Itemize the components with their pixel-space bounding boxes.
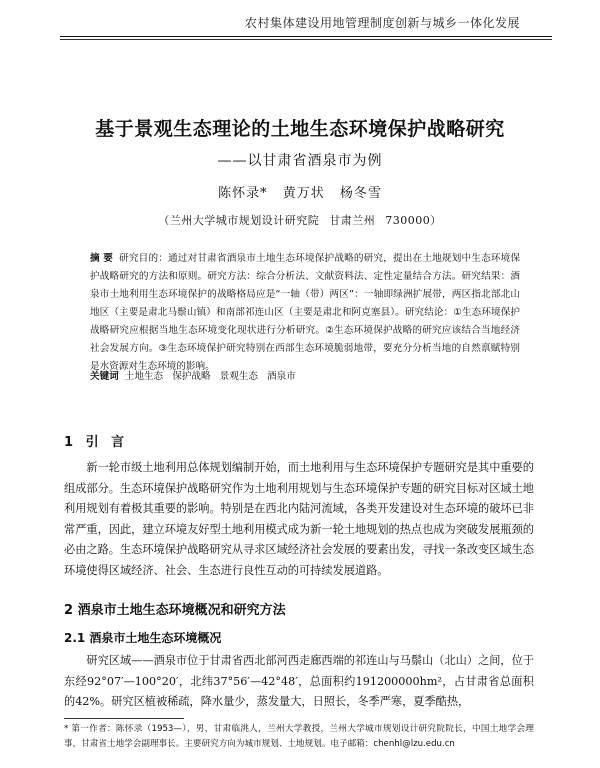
article-title: 基于景观生态理论的土地生态环境保护战略研究	[95, 118, 505, 140]
subsection-2-1-heading: 2.1 酒泉市土地生态环境概况	[64, 631, 222, 645]
article-subtitle: ——以甘肃省酒泉市为例	[217, 153, 383, 169]
section-2-1-paragraph: 研究区域——酒泉市位于甘肃省西北部河西走廊西端的祁连山与马鬃山（北山）之间，位于东经92°07′—100°20′，北纬37°56′—42°48′，总面积约191200000hm²，占甘肃省总面积的42%。研究区植被稀疏，降水量少，蒸发量大，日照长，冬季严寒，夏季酷热，	[64, 654, 534, 708]
abstract-label: 摘 要	[90, 253, 114, 264]
section-2-heading: 2 酒泉市土地生态环境概况和研究方法	[64, 603, 286, 618]
running-header: 农村集体建设用地管理制度创新与城乡一体化发展	[244, 16, 520, 30]
header-rule-thin	[60, 39, 552, 40]
header-rule	[60, 36, 552, 37]
author-list: 陈怀录* 黄万状 杨冬雪	[218, 186, 382, 201]
keywords-label: 关键词	[90, 371, 119, 382]
author-footnote: * 第一作者：陈怀录（1953—），男，甘肃临洮人，兰州大学教授，兰州大学城市规划设计研究院院长，中国土地学会理事，甘肃省土地学会副理事长。主要研究方向为城市规划、土地规划。电子邮箱：chenhl@lzu.edu.cn	[64, 724, 534, 749]
section-1-heading: 1 引 言	[64, 435, 129, 450]
keywords-text: 土地生态 保护战略 景观生态 酒泉市	[124, 371, 296, 382]
abstract-text: 研究目的：通过对甘肃省酒泉市土地生态环境保护战略的研究，提出在土地规划中生态环境保护战略研究的方法和原则。研究方法：综合分析法、文献资料法、定性定量结合方法。研究结果：酒泉市土地利用生态环境保护的战略格局应是“一轴（带）两区”：一轴即绿洲扩展带，两区指北部北山地区（主要是肃北马鬃山镇）和南部祁连山区（主要是肃北和阿克塞县）。研究结论：①生态环境保护战略研究应根据当地生态环境变化现状进行分析研究。②生态环境保护战略的研究应该结合当地经济社会发展方向。③生态环境保护研究特别在西部生态环境脆弱地带，要充分分析当地的自然禀赋特别是水资源对生态环境的影响。	[90, 253, 521, 372]
keywords-block	[90, 368, 520, 382]
abstract-block	[90, 250, 520, 376]
footnote-rule	[64, 718, 184, 719]
section-1-paragraph: 新一轮市级土地利用总体规划编制开始，而土地利用与生态环境保护专题研究是其中重要的组成部分。生态环境保护战略研究作为土地利用规划与生态环境保护专题的研究目标对区域土地利用规划有着极其重要的影响。特别是在西北内陆河流域，各类开发建设对生态环境的破坏已非常严重，因此，建立环境友好型土地利用模式成为新一轮土地规划的热点也成为突破发展瓶颈的必由之路。生态环境保护战略研究从寻求区域经济社会发展的要素出发，寻找一条改变区域生态环境使得区域经济、社会、生态进行良性互动的可持续发展道路。	[64, 461, 534, 577]
affiliation: （兰州大学城市规划设计研究院 甘肃兰州 730000）	[158, 214, 442, 227]
